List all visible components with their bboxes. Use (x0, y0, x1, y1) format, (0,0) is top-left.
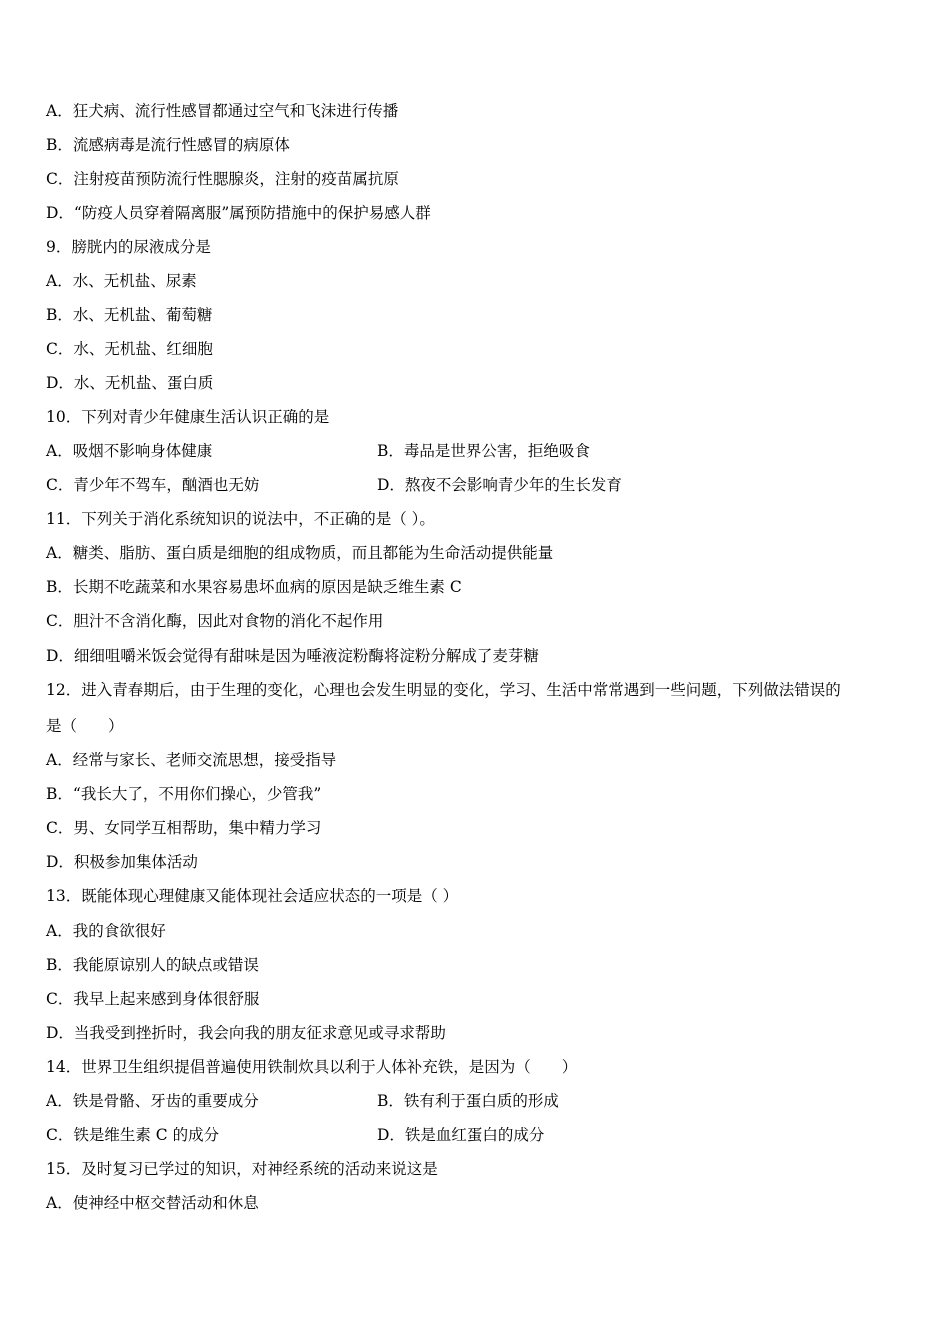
q11-stem: 11．下列关于消化系统知识的说法中，不正确的是（ ）。 (46, 510, 435, 528)
q9-option-a: A．水、无机盐、尿素 (46, 272, 197, 290)
q11-option-b: B．长期不吃蔬菜和水果容易患坏血病的原因是缺乏维生素 C (46, 578, 462, 596)
q14-option-d: D．铁是血红蛋白的成分 (377, 1126, 545, 1144)
q12-option-c: C．男、女同学互相帮助，集中精力学习 (46, 819, 322, 837)
q12-option-d: D．积极参加集体活动 (46, 853, 198, 871)
q11-option-a: A．糖类、脂肪、蛋白质是细胞的组成物质，而且都能为生命活动提供能量 (46, 544, 554, 562)
q12-option-a: A．经常与家长、老师交流思想，接受指导 (46, 751, 337, 769)
q12-stem-continued: 是（ ） (46, 717, 124, 735)
q10-option-a: A．吸烟不影响身体健康 (46, 442, 213, 460)
q10-stem: 10．下列对青少年健康生活认识正确的是 (46, 408, 330, 426)
q8-option-b: B．流感病毒是流行性感冒的病原体 (46, 136, 290, 154)
q15-stem: 15．及时复习已学过的知识，对神经系统的活动来说这是 (46, 1160, 438, 1178)
q10-option-d: D．熬夜不会影响青少年的生长发育 (377, 476, 622, 494)
q11-option-c: C．胆汁不含消化酶，因此对食物的消化不起作用 (46, 612, 384, 630)
q13-stem: 13．既能体现心理健康又能体现社会适应状态的一项是（ ） (46, 887, 459, 905)
q14-option-a: A．铁是骨骼、牙齿的重要成分 (46, 1092, 259, 1110)
q8-option-c: C．注射疫苗预防流行性腮腺炎，注射的疫苗属抗原 (46, 170, 399, 188)
q9-option-c: C．水、无机盐、红细胞 (46, 340, 213, 358)
q13-option-b: B．我能原谅别人的缺点或错误 (46, 956, 259, 974)
q8-option-d: D．“防疫人员穿着隔离服”属预防措施中的保护易感人群 (46, 204, 431, 222)
q14-option-b: B．铁有利于蛋白质的形成 (377, 1092, 559, 1110)
q13-option-d: D．当我受到挫折时，我会向我的朋友征求意见或寻求帮助 (46, 1024, 446, 1042)
q9-option-d: D．水、无机盐、蛋白质 (46, 374, 214, 392)
q8-option-a: A．狂犬病、流行性感冒都通过空气和飞沫进行传播 (46, 102, 399, 120)
q9-option-b: B．水、无机盐、葡萄糖 (46, 306, 213, 324)
q11-option-d: D．细细咀嚼米饭会觉得有甜味是因为唾液淀粉酶将淀粉分解成了麦芽糖 (46, 647, 539, 665)
q13-option-a: A．我的食欲很好 (46, 922, 166, 940)
q10-option-c: C．青少年不驾车，酗酒也无妨 (46, 476, 260, 494)
q15-option-a: A．使神经中枢交替活动和休息 (46, 1194, 259, 1212)
q9-stem: 9．膀胱内的尿液成分是 (46, 238, 211, 256)
q12-option-b: B．“我长大了，不用你们操心，少管我” (46, 785, 322, 803)
q12-stem: 12．进入青春期后，由于生理的变化，心理也会发生明显的变化，学习、生活中常常遇到一些问题，下列做法错误的 (46, 681, 841, 699)
q10-option-b: B．毒品是世界公害，拒绝吸食 (377, 442, 590, 460)
q14-stem: 14．世界卫生组织提倡普遍使用铁制炊具以利于人体补充铁，是因为（ ） (46, 1058, 578, 1076)
q13-option-c: C．我早上起来感到身体很舒服 (46, 990, 260, 1008)
q14-option-c: C．铁是维生素 C 的成分 (46, 1126, 220, 1144)
